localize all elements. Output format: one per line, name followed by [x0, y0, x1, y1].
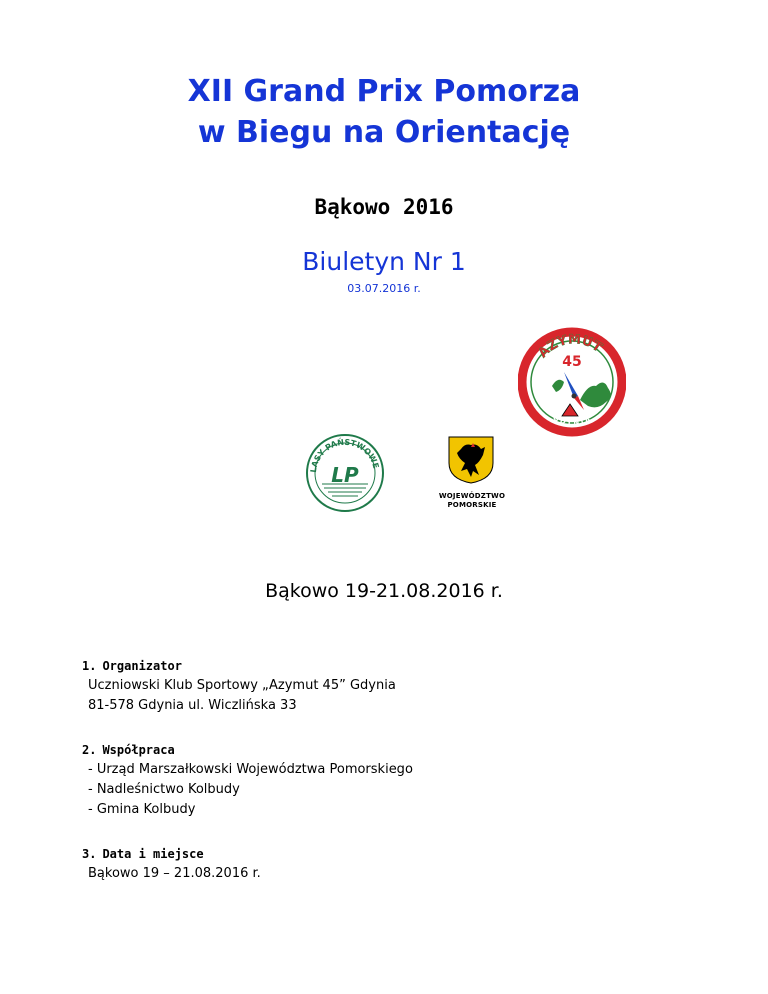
section-line: - Urząd Marszałkowski Województwa Pomorskiego: [88, 762, 413, 777]
section-line: Bąkowo 19 – 21.08.2016 r.: [88, 866, 261, 881]
lasy-ring-text: LASY PAŃSTWOWE: [308, 437, 381, 474]
azymut-ring-text: AZYMUT: [535, 332, 605, 362]
lasy-mark: LP: [331, 463, 359, 487]
section-cooperation: [82, 740, 413, 820]
event-date-place: Bąkowo 19-21.08.2016 r.: [265, 580, 503, 602]
bulletin-title: Biuletyn Nr 1: [302, 247, 466, 276]
title-line-2: w Biegu na Orientację: [197, 115, 571, 150]
bulletin-date: 03.07.2016 r.: [347, 282, 421, 295]
wojewodztwo-pomorskie-coat-of-arms: [445, 435, 497, 485]
section-line: Uczniowski Klub Sportowy „Azymut 45” Gdynia: [88, 678, 396, 693]
wojewodztwo-line-2: POMORSKIE: [447, 501, 497, 509]
title-line-1: XII Grand Prix Pomorza: [187, 74, 581, 109]
section-heading: 3. Data i miejsce: [82, 847, 204, 861]
section-line: - Gmina Kolbudy: [88, 802, 196, 817]
section-date-place: [82, 844, 261, 884]
wojewodztwo-label: [432, 492, 512, 510]
section-line: - Nadleśnictwo Kolbudy: [88, 782, 240, 797]
lasy-panstwowe-logo: [304, 432, 386, 514]
section-heading: 2. Współpraca: [82, 743, 175, 757]
azymut-45-logo: [518, 326, 626, 438]
place-year: Bąkowo 2016: [314, 195, 454, 219]
section-heading: 1. Organizator: [82, 659, 182, 673]
wojewodztwo-line-1: WOJEWÓDZTWO: [438, 492, 506, 500]
section-line: 81-578 Gdynia ul. Wiczlińska 33: [88, 698, 297, 713]
azymut-city-text: GDYNIA: [551, 413, 594, 428]
section-organizer: [82, 656, 396, 716]
azymut-number: 45: [562, 354, 582, 370]
